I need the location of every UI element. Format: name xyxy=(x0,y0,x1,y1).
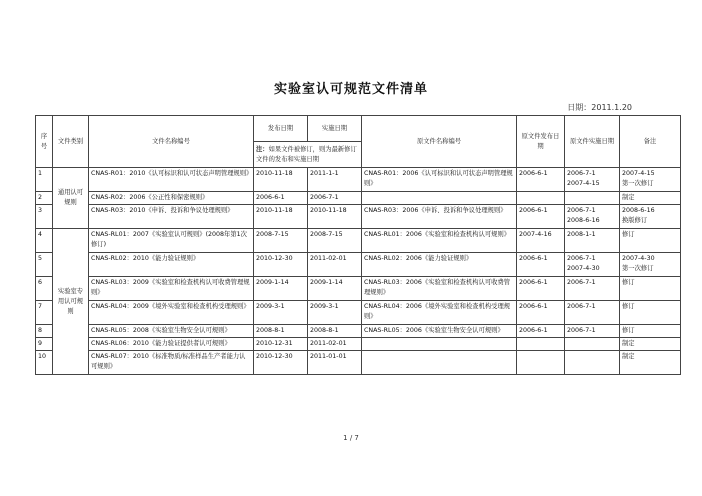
table-row xyxy=(36,192,681,205)
impl-date-cell: 2011-02-01 xyxy=(308,253,362,277)
row-number: 7 xyxy=(36,301,53,325)
orig-impl-cell: 2006-7-1 xyxy=(565,325,620,338)
issue-date-cell: 2006-6-1 xyxy=(254,192,308,205)
header-orig-impl: 原文件实施日期 xyxy=(565,116,620,168)
orig-name-cell: CNAS-RL05：2006《实验室生物安全认可规则》 xyxy=(362,325,517,338)
orig-impl-cell xyxy=(565,351,620,375)
doc-name-cell: CNAS-RL04：2009《境外实验室和检查机构受理规则》 xyxy=(89,301,254,325)
row-number: 8 xyxy=(36,325,53,338)
header-row xyxy=(36,116,681,142)
remark-cell: 修订 xyxy=(620,301,681,325)
remark-cell: 制定 xyxy=(620,338,681,351)
orig-name-cell: CNAS-RL01：2006《实验室和检查机构认可规则》 xyxy=(362,229,517,253)
header-category: 文件类别 xyxy=(53,116,89,168)
table-row xyxy=(36,229,681,253)
orig-impl-cell: 2006-7-1 2008-6-16 xyxy=(565,205,620,229)
category-special: 实验室专用认可规则 xyxy=(53,229,89,375)
orig-impl-cell: 2006-7-1 xyxy=(565,301,620,325)
table-row xyxy=(36,325,681,338)
table-row xyxy=(36,205,681,229)
row-number: 10 xyxy=(36,351,53,375)
orig-name-cell: CNAS-RL02：2006《能力验证规则》 xyxy=(362,253,517,277)
note-label: 注： xyxy=(256,145,269,153)
issue-date-cell: 2010-12-30 xyxy=(254,253,308,277)
header-note xyxy=(254,142,362,168)
impl-date-cell: 2008-7-15 xyxy=(308,229,362,253)
header-orig-issue: 原文件发布日期 xyxy=(517,116,565,168)
remark-cell: 2007-4-15 第一次修订 xyxy=(620,168,681,192)
impl-date-cell: 2011-01-01 xyxy=(308,351,362,375)
remark-cell: 2008-6-16 换版修订 xyxy=(620,205,681,229)
doc-name-cell: CNAS-RL07：2010《标准物质/标准样品生产者能力认可规则》 xyxy=(89,351,254,375)
issue-date-cell: 2009-1-14 xyxy=(254,277,308,301)
orig-name-cell: CNAS-RL03：2006《实验室和检查机构认可收费管理规则》 xyxy=(362,277,517,301)
note-text: 如果文件被修订，则为最新修订文件的发布和实施日期 xyxy=(256,145,357,163)
row-number: 1 xyxy=(36,168,53,192)
document-date: 日期：2011.1.20 xyxy=(567,103,632,112)
orig-issue-cell xyxy=(517,192,565,205)
orig-name-cell xyxy=(362,192,517,205)
remark-cell: 修订 xyxy=(620,277,681,301)
issue-date-cell: 2010-11-18 xyxy=(254,205,308,229)
issue-date-cell: 2008-7-15 xyxy=(254,229,308,253)
issue-date-cell: 2010-11-18 xyxy=(254,168,308,192)
orig-name-cell: CNAS-R01：2006《认可标识和认可状态声明管理规则》 xyxy=(362,168,517,192)
doc-name-cell: CNAS-R02：2006《公正性和保密规则》 xyxy=(89,192,254,205)
orig-issue-cell xyxy=(517,351,565,375)
page-number: 1 / 7 xyxy=(343,434,359,442)
issue-date-cell: 2009-3-1 xyxy=(254,301,308,325)
issue-date-cell: 2010-12-31 xyxy=(254,338,308,351)
table-row xyxy=(36,277,681,301)
impl-date-cell: 2006-7-1 xyxy=(308,192,362,205)
header-remark: 备注 xyxy=(620,116,681,168)
orig-issue-cell xyxy=(517,338,565,351)
impl-date-cell: 2008-8-1 xyxy=(308,325,362,338)
table-row xyxy=(36,338,681,351)
row-number: 6 xyxy=(36,277,53,301)
header-issue-date: 发布日期 xyxy=(254,116,308,142)
header-orig-name: 原文件名称编号 xyxy=(362,116,517,168)
orig-impl-cell xyxy=(565,338,620,351)
impl-date-cell: 2011-02-01 xyxy=(308,338,362,351)
orig-name-cell: CNAS-RL04：2006《境外实验室和检查机构受理规则》 xyxy=(362,301,517,325)
page-title: 实验室认可规范文件清单 xyxy=(273,82,428,97)
remark-cell: 制定 xyxy=(620,192,681,205)
doc-name-cell: CNAS-RL01：2007《实验室认可规则》(2008年第1次修订) xyxy=(89,229,254,253)
remark-cell: 修订 xyxy=(620,229,681,253)
orig-impl-cell: 2008-1-1 xyxy=(565,229,620,253)
remark-cell: 2007-4-30 第一次修订 xyxy=(620,253,681,277)
orig-impl-cell: 2006-7-1 2007-4-30 xyxy=(565,253,620,277)
table-row xyxy=(36,168,681,192)
remark-cell: 修订 xyxy=(620,325,681,338)
row-number: 3 xyxy=(36,205,53,229)
header-impl-date: 实施日期 xyxy=(308,116,362,142)
orig-issue-cell: 2006-6-1 xyxy=(517,253,565,277)
table-row xyxy=(36,301,681,325)
row-number: 4 xyxy=(36,229,53,253)
doc-name-cell: CNAS-RL02：2010《能力验证规则》 xyxy=(89,253,254,277)
orig-issue-cell: 2006-6-1 xyxy=(517,205,565,229)
row-number: 5 xyxy=(36,253,53,277)
issue-date-cell: 2010-12-30 xyxy=(254,351,308,375)
orig-impl-cell: 2006-7-1 2007-4-15 xyxy=(565,168,620,192)
table-row xyxy=(36,351,681,375)
issue-date-cell: 2008-8-1 xyxy=(254,325,308,338)
orig-issue-cell: 2006-6-1 xyxy=(517,301,565,325)
doc-name-cell: CNAS-R03：2010《申诉、投诉和争议处理规则》 xyxy=(89,205,254,229)
orig-impl-cell xyxy=(565,192,620,205)
header-doc-name: 文件名称编号 xyxy=(89,116,254,168)
table-row xyxy=(36,253,681,277)
orig-name-cell xyxy=(362,338,517,351)
row-number: 2 xyxy=(36,192,53,205)
doc-name-cell: CNAS-RL03：2009《实验室和检查机构认可收费管理规则》 xyxy=(89,277,254,301)
orig-name-cell xyxy=(362,351,517,375)
regulation-table xyxy=(35,115,681,375)
category-general: 通用认可规则 xyxy=(53,168,89,229)
orig-issue-cell: 2006-6-1 xyxy=(517,277,565,301)
row-number: 9 xyxy=(36,338,53,351)
orig-impl-cell: 2006-7-1 xyxy=(565,277,620,301)
doc-name-cell: CNAS-RL06：2010《能力验证提供者认可规则》 xyxy=(89,338,254,351)
impl-date-cell: 2010-11-18 xyxy=(308,205,362,229)
impl-date-cell: 2009-1-14 xyxy=(308,277,362,301)
orig-issue-cell: 2006-6-1 xyxy=(517,168,565,192)
remark-cell: 制定 xyxy=(620,351,681,375)
doc-name-cell: CNAS-RL05：2008《实验室生物安全认可规则》 xyxy=(89,325,254,338)
impl-date-cell: 2009-3-1 xyxy=(308,301,362,325)
orig-issue-cell: 2006-6-1 xyxy=(517,325,565,338)
impl-date-cell: 2011-1-1 xyxy=(308,168,362,192)
orig-issue-cell: 2007-4-16 xyxy=(517,229,565,253)
orig-name-cell: CNAS-R03：2006《申诉、投诉和争议处理规则》 xyxy=(362,205,517,229)
doc-name-cell: CNAS-R01：2010《认可标识和认可状态声明管理规则》 xyxy=(89,168,254,192)
header-seq: 序号 xyxy=(36,116,53,168)
